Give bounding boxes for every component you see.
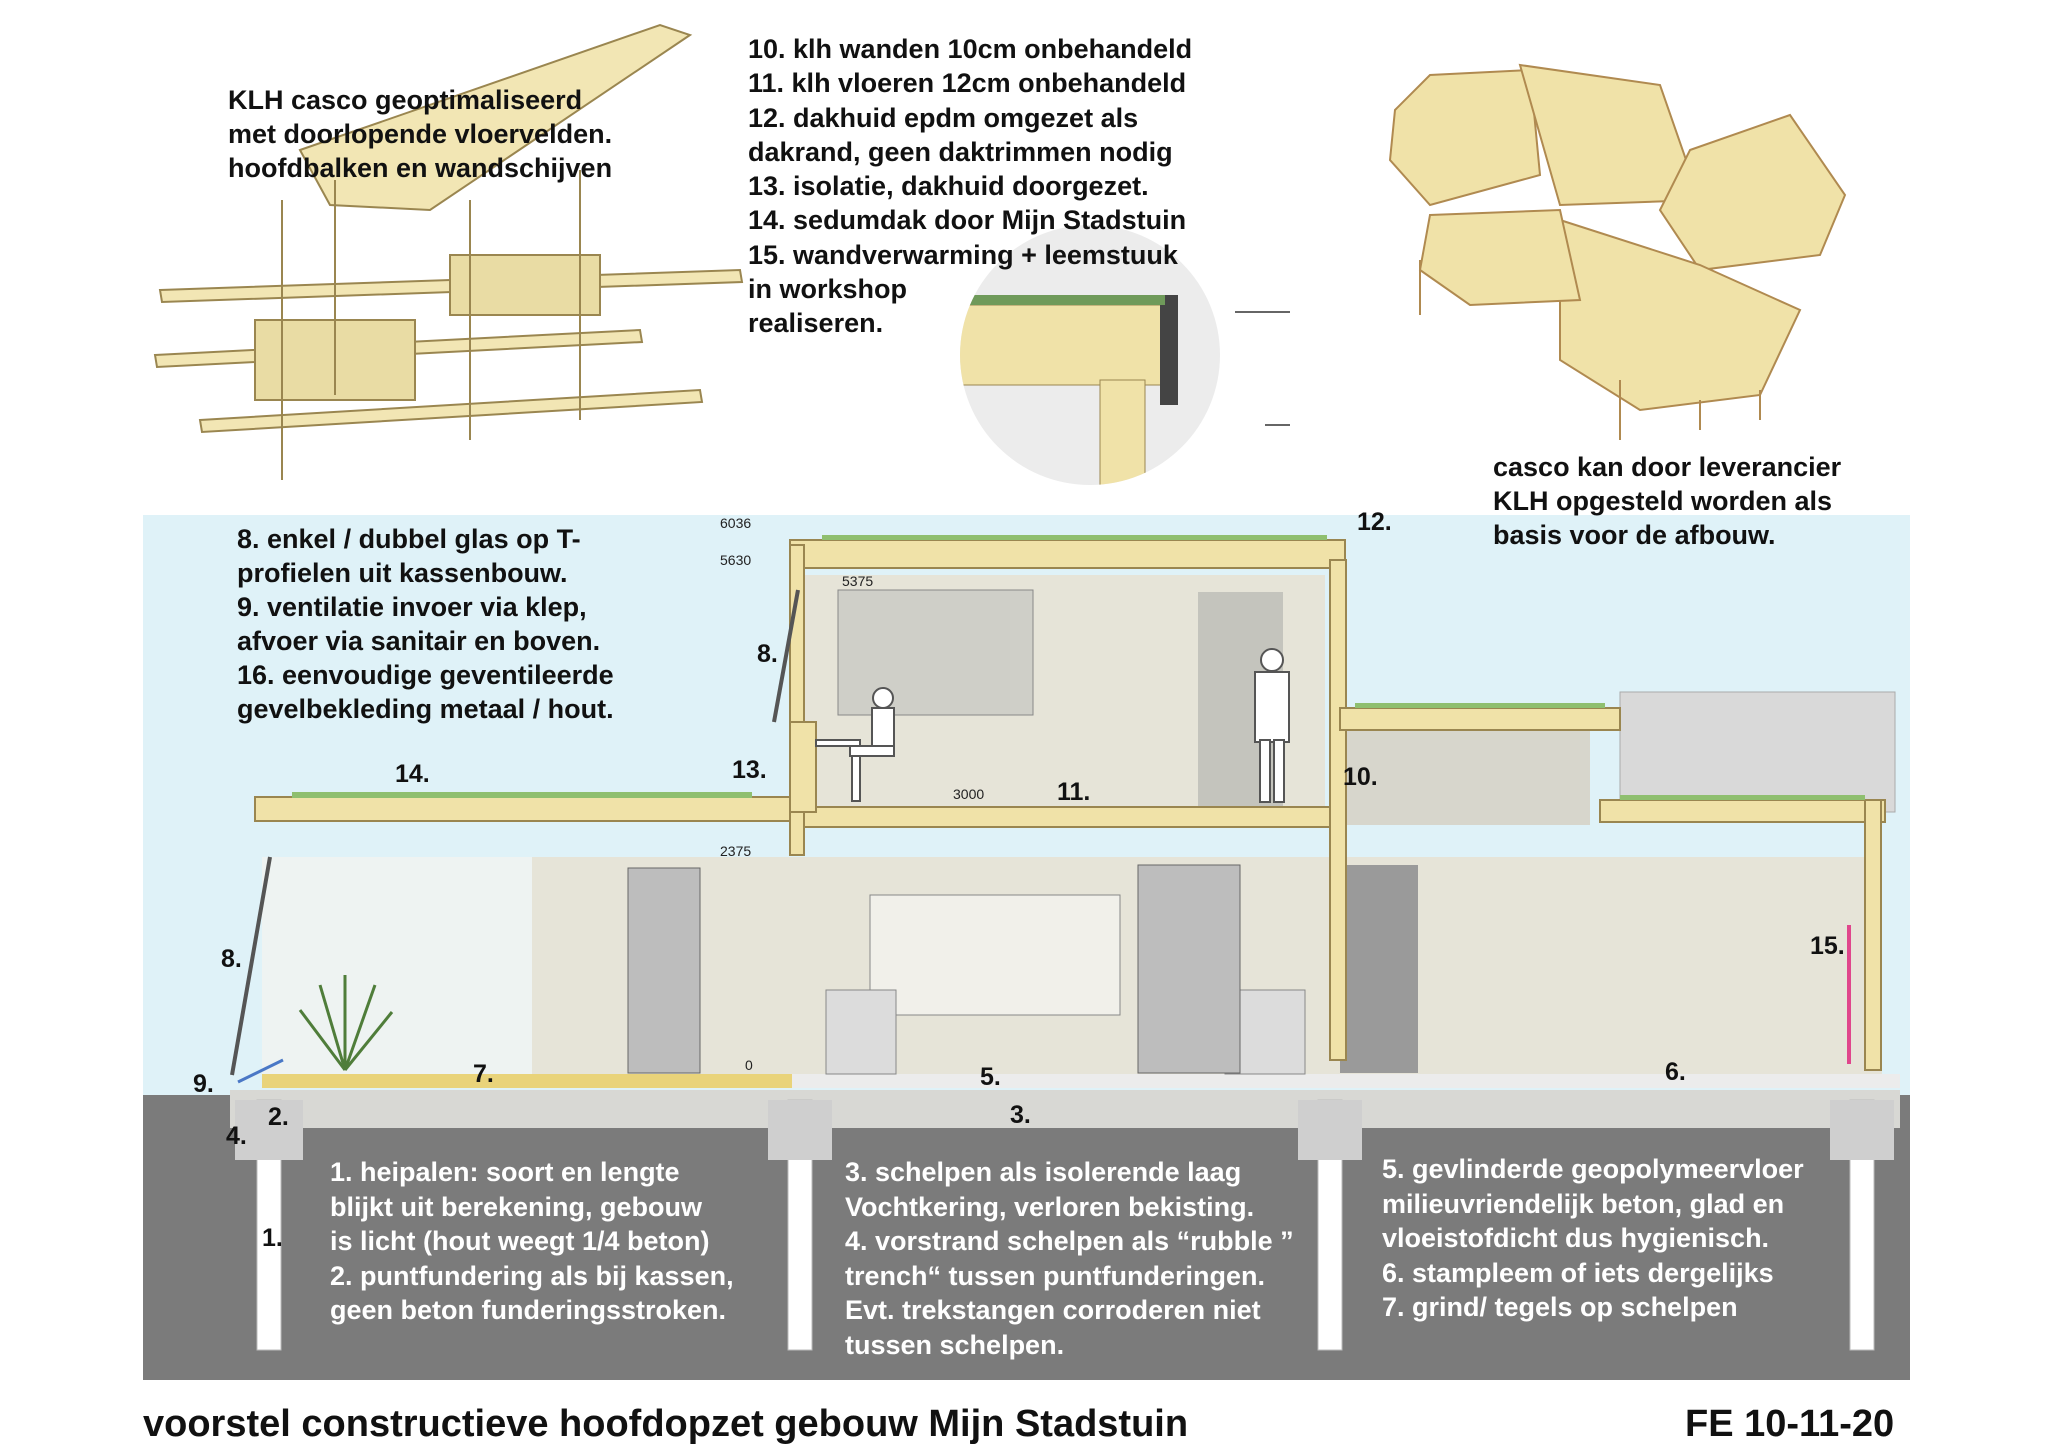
upper-window <box>838 590 1033 715</box>
label-14: 14. <box>395 760 430 788</box>
label-12: 12. <box>1357 508 1392 536</box>
drawing-code: FE 10-11-20 <box>1685 1403 1895 1445</box>
kitchen-hood <box>870 895 1120 1015</box>
label-2: 2. <box>268 1103 289 1131</box>
dimension-0: 0 <box>745 1057 753 1073</box>
roof-upper <box>790 540 1345 568</box>
label-9: 9. <box>193 1070 214 1098</box>
wall-slab <box>450 255 600 315</box>
neighbour-wall <box>1620 692 1895 812</box>
note-casco-supplier: casco kan door leverancier KLH opgesteld worden als basis voor de afbouw. <box>1493 452 1842 550</box>
wall-right <box>1865 800 1881 1070</box>
label-7: 7. <box>473 1060 494 1088</box>
shell-layer <box>230 1090 1900 1128</box>
door-right <box>1340 865 1418 1073</box>
note-foundation-3-4: 3. schelpen als isolerende laag Vochtkering, verloren bekisting. 4. vorstrand schelpen als “rubble ” trench“ tussen puntfunderingen. Evt. trekstangen corroderen niet tussen schelpen. <box>845 1157 1294 1360</box>
note-klh-casco: KLH casco geoptimaliseerd met doorlopende vloervelden. hoofdbalken en wandschijven <box>228 85 613 183</box>
label-5: 5. <box>980 1063 1001 1091</box>
label-6: 6. <box>1665 1058 1686 1086</box>
roof-right-low <box>1600 800 1885 822</box>
door-left <box>628 868 700 1073</box>
label-8-lower: 8. <box>221 945 242 973</box>
note-foundation-1-2: 1. heipalen: soort en lengte blijkt uit berekening, gebouw is licht (hout weegt 1/4 beton) 2. puntfundering als bij kassen, geen beton funderingsstroken. <box>330 1157 734 1325</box>
drawing-title: voorstel constructieve hoofdopzet gebouw Mijn Stadstuin <box>143 1403 1189 1445</box>
label-1: 1. <box>262 1224 283 1252</box>
roof-annex <box>1340 708 1620 730</box>
casco-3d-illustration <box>1390 65 1845 440</box>
floor-first <box>800 807 1340 827</box>
greenhouse-glass-zone <box>262 857 532 1074</box>
door-mid <box>1138 865 1240 1073</box>
label-4: 4. <box>226 1122 247 1150</box>
wall-upper-right <box>1330 560 1346 1060</box>
label-10: 10. <box>1343 763 1378 791</box>
kitchen-counter <box>826 990 896 1074</box>
label-11: 11. <box>1057 778 1091 806</box>
label-8-upper: 8. <box>757 640 778 668</box>
dimension-2375: 2375 <box>720 843 752 859</box>
label-13: 13. <box>732 756 767 784</box>
label-3: 3. <box>1010 1101 1031 1129</box>
dimension-5630: 5630 <box>720 552 752 568</box>
roof-low-left <box>255 797 800 821</box>
insulation-13 <box>790 722 816 812</box>
dimension-3000: 3000 <box>953 786 985 802</box>
dimension-5375: 5375 <box>842 573 874 589</box>
note-items-8-9-16: 8. enkel / dubbel glas op T- profielen uit kassenbouw. 9. ventilatie invoer via klep, afvoer via sanitair en boven. 16. eenvoudige geventileerde gevelbekleding metaal / hout. <box>237 524 614 724</box>
note-items-10-15: 10. klh wanden 10cm onbehandeld 11. klh vloeren 12cm onbehandeld 12. dakhuid epdm omgezet als dakrand, geen daktrimmen nodig 13. isolatie, dakhuid doorgezet. 14. sedumdak door Mijn Stadstuin 15. wandverwarming + leemstuuk in workshop realiseren. <box>748 34 1193 339</box>
label-15: 15. <box>1810 932 1845 960</box>
gravel-strip <box>262 1074 792 1088</box>
note-foundation-5-7: 5. gevlinderde geopolymeervloer milieuvriendelijk beton, glad en vloeistofdicht dus hygienisch. 6. stampleem of iets dergelijks 7. grind/ tegels op schelpen <box>1382 1154 1804 1322</box>
ground-floor-slab <box>792 1074 1900 1088</box>
dimension-6036: 6036 <box>720 515 752 531</box>
